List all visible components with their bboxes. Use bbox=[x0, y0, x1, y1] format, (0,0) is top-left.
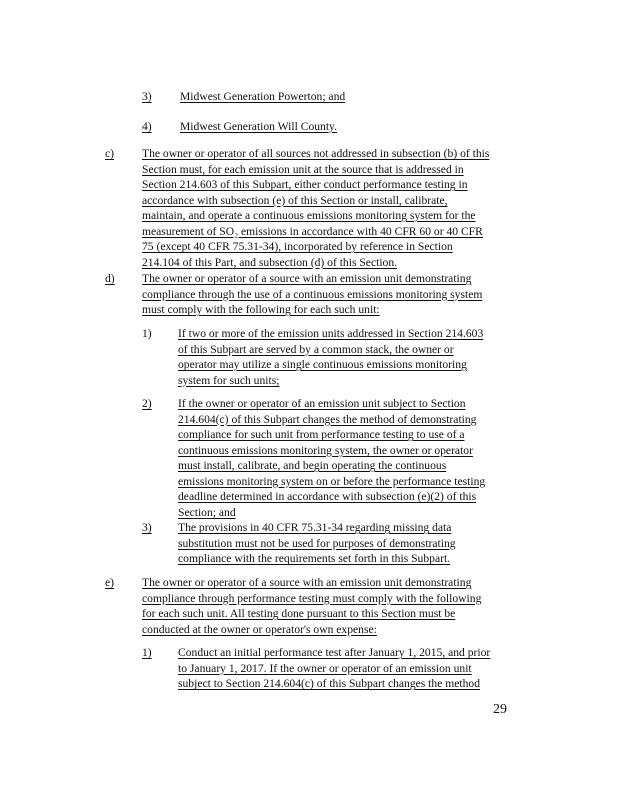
item-3-label: 3) bbox=[142, 90, 152, 103]
subsection-d3-line: compliance with the requirements set forth in this Subpart. bbox=[178, 552, 451, 565]
subsection-e-line: The owner or operator of a source with an emission unit demonstrating bbox=[142, 576, 472, 589]
page-number: 29 bbox=[493, 702, 507, 717]
subsection-d2-line: If the owner or operator of an emission unit subject to Section bbox=[178, 397, 466, 410]
item-4-text: Midwest Generation Will County. bbox=[180, 120, 337, 133]
subsection-e-label: e) bbox=[105, 576, 115, 589]
item-3-text: Midwest Generation Powerton; and bbox=[180, 90, 346, 103]
subsection-d1-label: 1) bbox=[142, 327, 152, 340]
subsection-c-text bbox=[142, 146, 489, 270]
subsection-d2-text bbox=[178, 396, 485, 520]
subsection-d2-line: compliance for such unit from performance testing to use of a bbox=[178, 428, 465, 441]
subsection-d3-line: substitution must not be used for purposes of demonstrating bbox=[178, 536, 456, 550]
subsection-d1-line: If two or more of the emission units addressed in Section 214.603 bbox=[178, 327, 484, 340]
subsection-d3-text bbox=[178, 520, 456, 567]
subsection-e1-line: to January 1, 2017. If the owner or operator of an emission unit bbox=[178, 661, 472, 675]
subsection-d-line: The owner or operator of a source with an emission unit demonstrating bbox=[142, 272, 472, 285]
subsection-d1-line: system for such units; bbox=[178, 373, 280, 387]
subsection-e1-line: Conduct an initial performance test after January 1, 2015, and prior bbox=[178, 646, 491, 659]
subsection-d-line: compliance through the use of a continuous emissions monitoring system bbox=[142, 287, 483, 301]
subsection-d2-label: 2) bbox=[142, 397, 152, 410]
subsection-e1-text bbox=[178, 645, 490, 692]
subsection-e1-line: subject to Section 214.604(c) of this Subpart changes the method bbox=[178, 677, 481, 690]
subsection-d1-text bbox=[178, 326, 483, 388]
item-4-label: 4) bbox=[142, 120, 152, 133]
subsection-d2-line: Section; and bbox=[178, 505, 236, 519]
subsection-c-line: Section 214.603 of this Subpart, either conduct performance testing in bbox=[142, 178, 468, 191]
subsection-d1-line: of this Subpart are served by a common stack, the owner or bbox=[178, 342, 454, 356]
subsection-c-label: c) bbox=[105, 147, 115, 160]
subsection-c-line: accordance with subsection (e) of this Section or install, calibrate, bbox=[142, 193, 448, 207]
subsection-d3-line: The provisions in 40 CFR 75.31-34 regarding missing data bbox=[178, 521, 452, 534]
subsection-c-line: 75 (except 40 CFR 75.31-34), incorporated by reference in Section bbox=[142, 240, 453, 253]
subsection-d2-line: continuous emissions monitoring system, the owner or operator bbox=[178, 443, 473, 457]
subsection-e-line: compliance through performance testing must comply with the following bbox=[142, 591, 482, 605]
subsection-c-line: Section must, for each emission unit at the source that is addressed in bbox=[142, 162, 464, 176]
subsection-e-text bbox=[142, 575, 481, 637]
subsection-e-line: conducted at the owner or operator's own expense: bbox=[142, 622, 377, 636]
subsection-d2-line: must install, calibrate, and begin operating the continuous bbox=[178, 459, 447, 472]
subsection-c-line: The owner or operator of all sources not addressed in subsection (b) of this bbox=[142, 147, 490, 160]
subsection-d2-line: deadline determined in accordance with subsection (e)(2) of this bbox=[178, 490, 477, 503]
subsection-d-label: d) bbox=[105, 272, 115, 285]
subsection-c-line: 214.104 of this Part, and subsection (d) of this Section. bbox=[142, 255, 398, 269]
subsection-d2-line: 214.604(c) of this Subpart changes the method of demonstrating bbox=[178, 412, 477, 426]
subsection-d-text bbox=[142, 271, 482, 318]
subsection-e-line: for each such unit. All testing done pursuant to this Section must be bbox=[142, 607, 456, 620]
subsection-e1-label: 1) bbox=[142, 646, 152, 659]
subsection-d1-line: operator may utilize a single continuous emissions monitoring bbox=[178, 358, 467, 371]
subsection-d3-label: 3) bbox=[142, 521, 152, 534]
subsection-d-line: must comply with the following for each such unit: bbox=[142, 303, 380, 316]
subsection-d2-line: emissions monitoring system on or before the performance testing bbox=[178, 474, 486, 488]
subsection-c-line: maintain, and operate a continuous emissions monitoring system for the bbox=[142, 209, 476, 222]
subsection-c-line: measurement of SO₂ emissions in accordance with 40 CFR 60 or 40 CFR bbox=[142, 224, 483, 238]
